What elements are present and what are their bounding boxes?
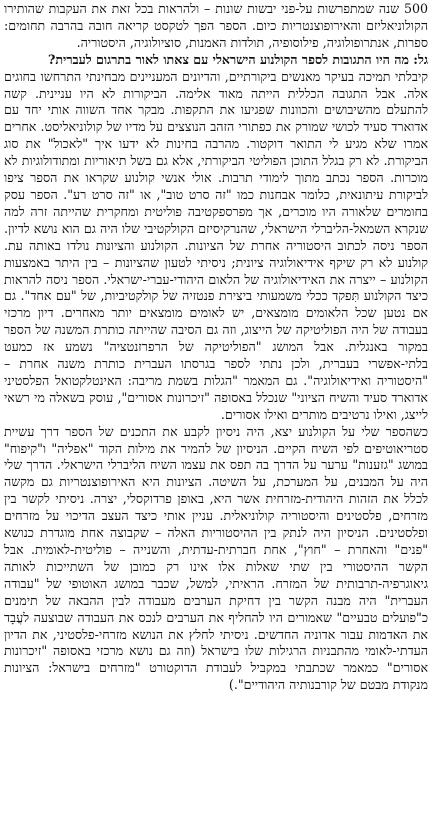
answer-paragraph-2: כשהספר שלי על הקולנוע יצא, היה ניסיון לקבע את התכנים של הספר דרך עשיית סטריאוטיפים לפי השיח הקיים. הניסיון של להמיר את מילות הקוד "אפליה" ו"קיפוח" במושג "גזענות" ערער על הדרך בה תפס את עצמו השיח הליברלי הישראלי. הדרך שלי היה על המבנים, על המערכת, על השיטה. הציונות היא האירופוצנטריות גם מקשה לכלל את הזהות היהודית-מזרחית אשר היא, באופן פרדוקסלי, יצרה. ניסיתי לקשר בין מזרחים, פלסטינים והיסטוריה קולוניאלית. עניין אותי כיצד העצב הדיכוי על מזרחים ופלסטינים. הניסיון היה לנתק בין ההיסטוריות האלה – שקבוצה אחת מוגדרת כנושא "פנים" והאחרת – "חוץ", אחת חברתית-עדתית, והשנייה – פוליטית-לאומית. אבל הקשר ההיסטורי בין שתי שאלות אלו אינו רק כמובן של השתייכות לאותה גיאוגרפיה-תרבותית של המזרח. הראיתי, למשל, שכבר במושג האוטופי של "עבודה העברית" היה מבנה הקשר בין דחיקת הערבים מעבודה לבין ההבאה של תימנים כ"פועלים טבעיים" שאמורים היו להחליף את הערבים לנכס את העבודה שבוצעה לעֲבָד את האדמות עבור אדוניה החדשים. ניסיתי לחלץ את הנושא מזרחי-פלסטיני, את הדיון העדתי-לאומי מהתבניות הרגילות שלו בישראל (וזה גם נושא מרכזי באסופה "זיכרונות אסורים" כמאמר שכתבתי במקביל לעבודת הדוקטורט "מזרחים בישראל: הציונות מנקודת מבטם של קורבנותיה היהודיים".) [4, 423, 428, 693]
document-page [4, 1, 428, 820]
interview-question: גל: מה היו התגובות לספר הקולנוע הישראלי עם צאתו לאור בתרגום לעברית? [47, 51, 428, 67]
intro-paragraph: 500 שנה שמתפרשות על-פני יבשות שונות – ולהראות בכל זאת את העקבות שהותירו הקולוניאליזם והאירופוצנטריות כיום. הספר הפך לטקסט קריאה חובה בהרבה תחומים: ספרות, אנתרופולוגיה, פילוסופיה, תולדות האמנות, סוציולוגיה, היסטוריה. [4, 1, 428, 50]
answer-paragraph-1: קיבלתי תמיכה בעיקר מאנשים ביקורתיים, והדיונים המעניינים מבחינתי התרחשו בחוגים אלה. אבל התגובה הכללית הייתה מאוד אלימה. הביקורות לא היו עניינית. קשה להתעלם מהשיבושים והכוונות שפגיעו את התקפות. מבקר אחד השווה אותי יחד עם אדוארד סעיד לכושי שמורק את כפתורי הזהב הנוצצים על מדיו של קולוניאליסט. אחרים אמרו שלא מגיע לי התואר דוקטור. מהרבה בחינות לא ידעו איך "לאכול" את סוג הביקורת. לא רק בגלל התוכן הפוליטי הביקורתי, אלא גם בשל תיאוריות ומתודולוגיות לא מוכרות. הספר נכתב מתוך לימודי תרבות. אולי אנשי קולנוע שקראו את הספר ציפו לביקורת עיתונאית, כלומר אבחנות כמו "זה סרט טוב", או "זה סרט רע". הספר עסק בחומרים שלאורה היו מוכרים, אך מפרספקטיבה פוליטית ומחקרית שהייתה זרה למה שנקרא השמאל-הליברלי הישראלי, שהנרקיסיזם הקולקטיבי שלו היה גם הוא נושא לדיון. הספר ניסה לכתוב היסטוריה אחרת של הציונות. הקולנוע והציונות נולדו באותה עת. קולנוע לא רק שיקף אידיאולוגיה ציונית; ניסיתי לטעון שהציונות – בין היתר באמצעות הקולנוע – ייצרה את האידיאולוגיה של הלאום היהודי-עברי-ישראלי. הספר ניסה להראות כיצד הקולנוע תִּפקד ככלי משמעותי ביצירת פנטזיה של קולקטיביות, של "עם אחד". גם אם נטען שכל הלאומים מומצאים, יש לאומים מומצאים יותר מאחרים. דיון מרכזי בעבודה של היה הפוליטיקה של הייצוג, וזה גם הסיבה שהייתה כותרת המשנה של הספר במקור באנגלית. אבל המושג "הפוליטיקה של הרפרזנטציה" נשמע אז כמעט בלתי-אפשרי בעברית, ולכן נתתי לספר בגרסתו העברית כותרת משנה אחרת – "היסטוריה ואידיאולוגיה". גם המאמר "הגלות בשמת מריבה: האינטלקטואל הפלסטיני אדוארד סעיד והשיח הציוני" שנכלל באסופה "זיכרונות אסורים", עוסק בשאלה מי רשאי לייצג, ואילו נרטיבים מותרים ואילו אסורים. [4, 68, 428, 422]
